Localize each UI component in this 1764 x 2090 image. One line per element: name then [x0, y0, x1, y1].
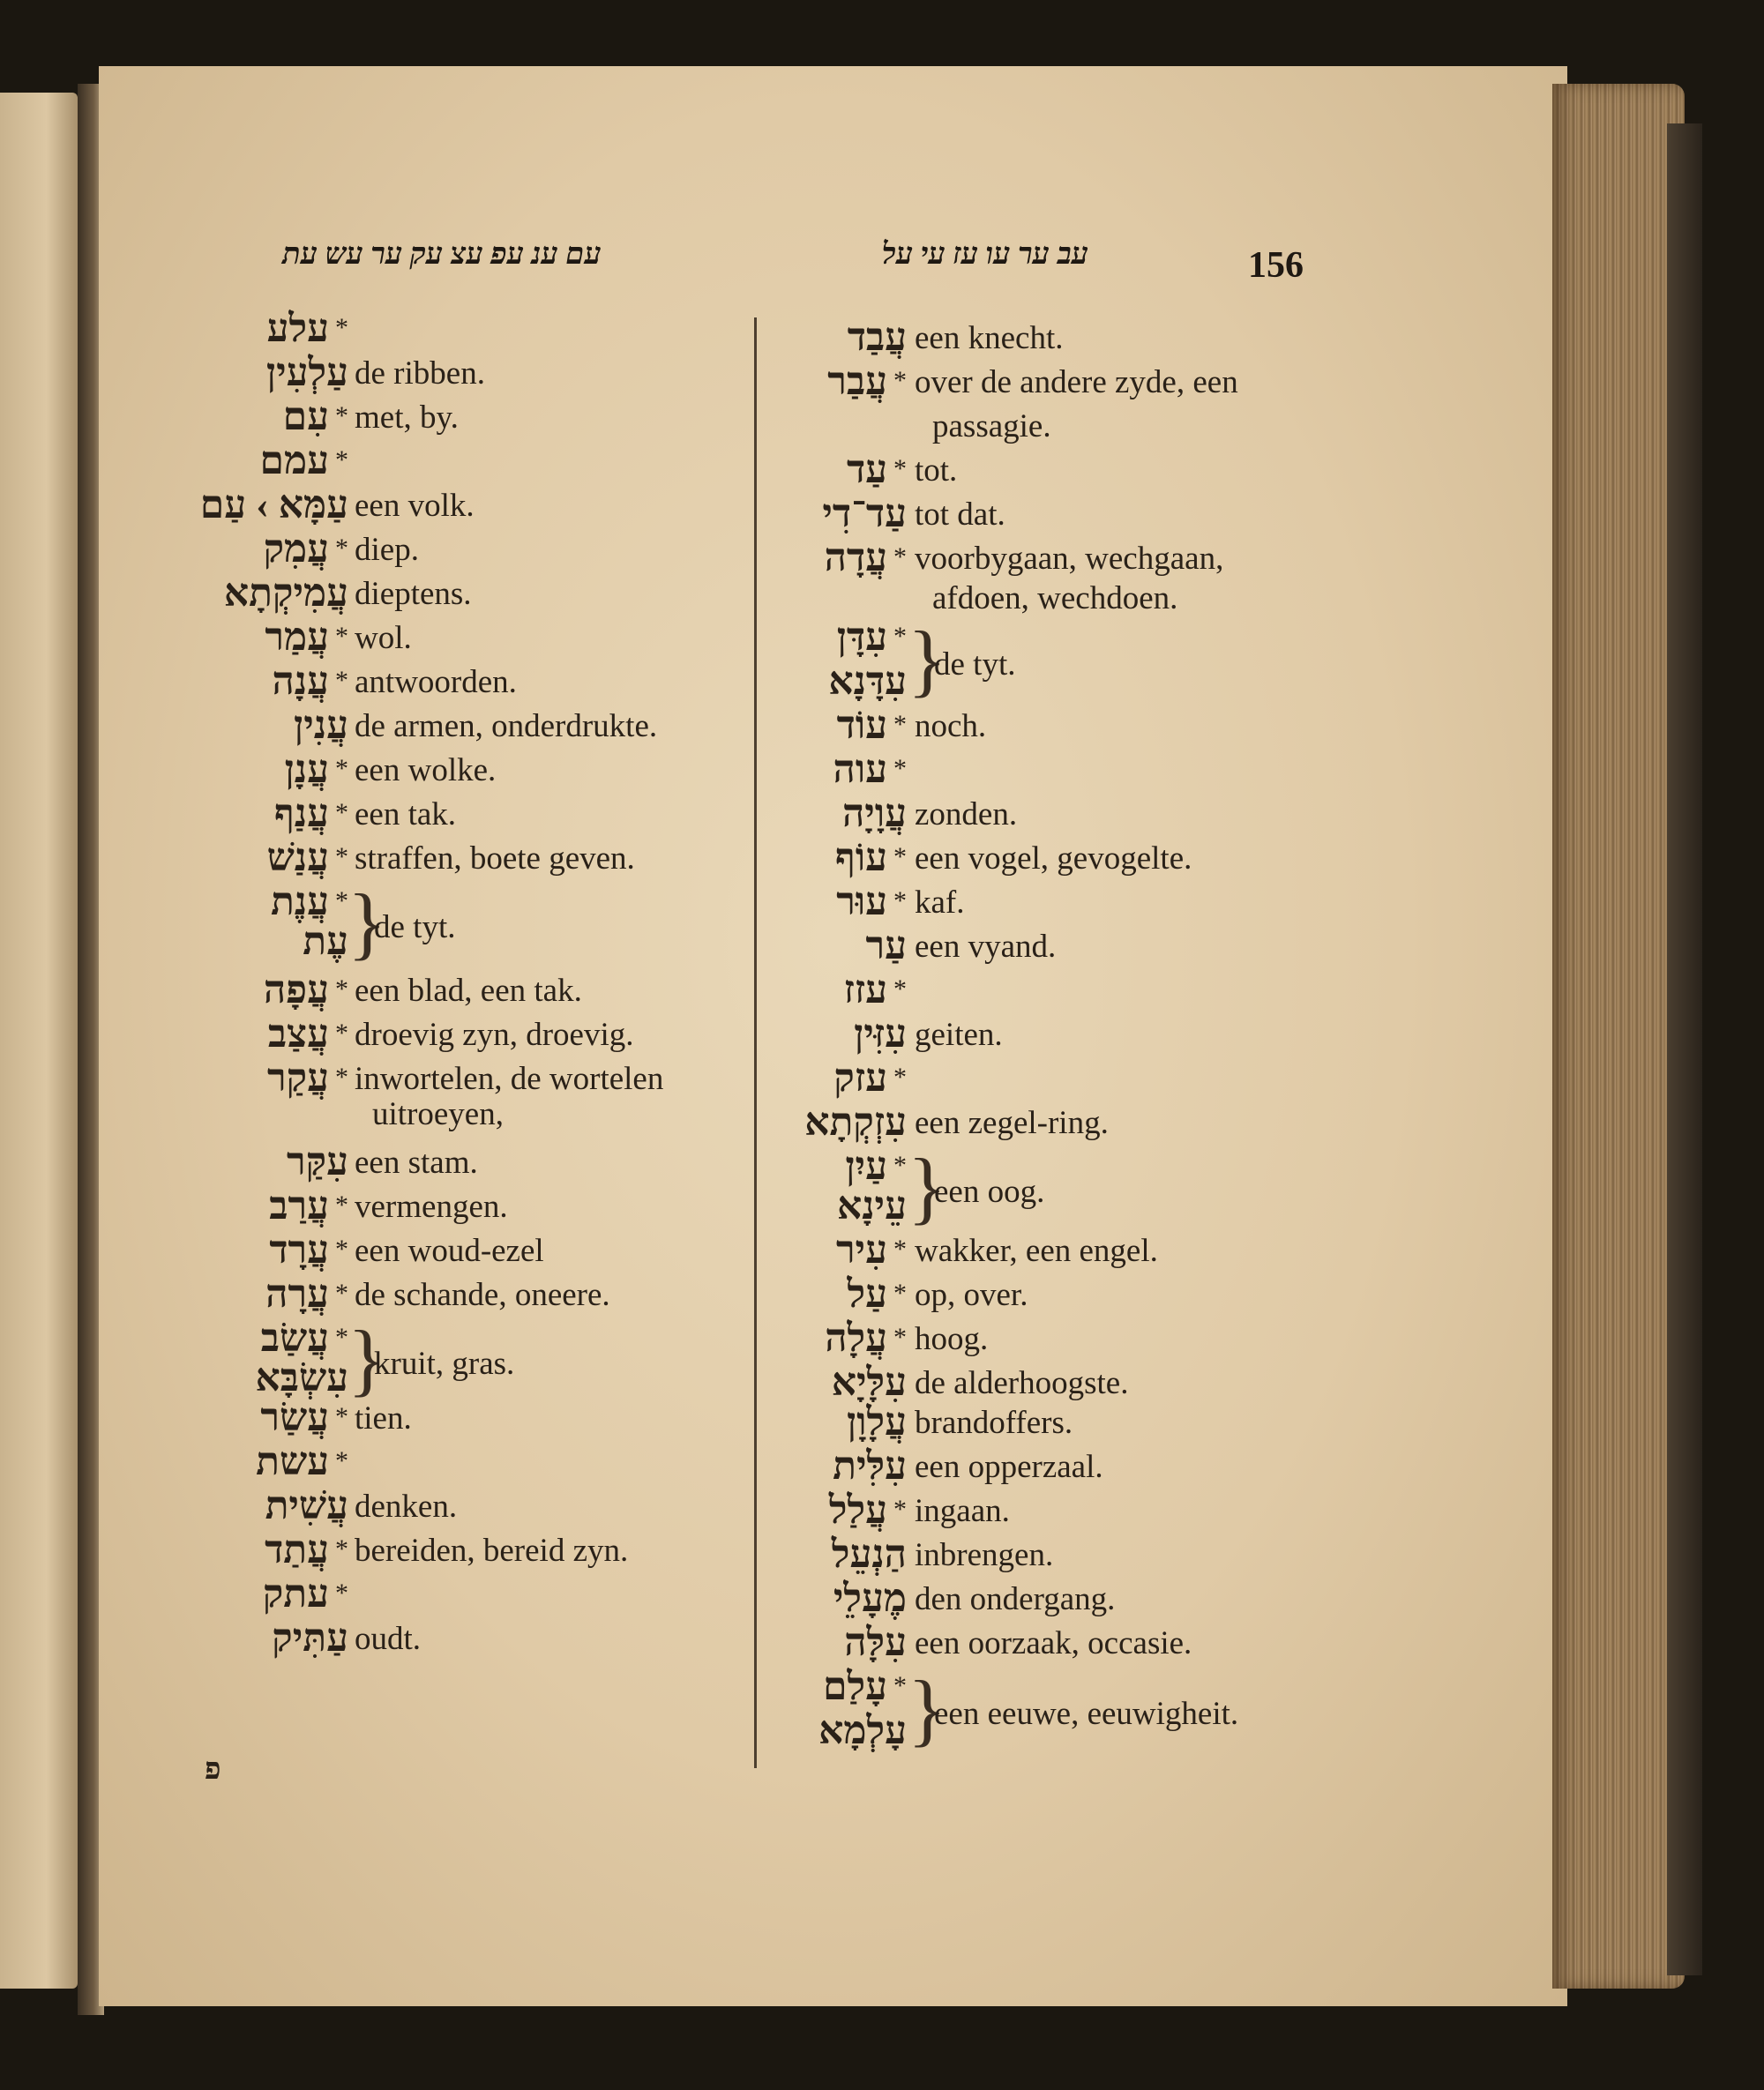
dutch-gloss: straffen, boete geven.: [355, 840, 635, 877]
hebrew-entry: עִם: [282, 395, 329, 438]
dutch-gloss: een stam.: [355, 1145, 478, 1181]
hebrew-entry: עזז: [843, 968, 887, 1011]
dutch-gloss: over de andere zyde, een: [915, 364, 1238, 400]
dutch-gloss: vermengen.: [355, 1189, 508, 1225]
dutch-gloss: tot.: [915, 452, 958, 489]
hebrew-entry: עֲמַר: [265, 616, 329, 659]
dutch-gloss: op, over.: [915, 1277, 1028, 1313]
hebrew-entry: עִלָּה: [844, 1621, 907, 1664]
dutch-gloss: een oorzaak, occasie.: [915, 1625, 1192, 1661]
dutch-gloss: de alderhoogste.: [915, 1365, 1129, 1401]
brace-gloss: de tyt.: [934, 646, 1016, 683]
entry-asterisk: *: [893, 1323, 907, 1352]
entry-asterisk: *: [335, 1579, 348, 1608]
dutch-gloss: den ondergang.: [915, 1581, 1116, 1617]
dutch-gloss: ingaan.: [915, 1493, 1010, 1529]
hebrew-entry: עָלַם: [823, 1665, 887, 1708]
hebrew-entry: עלע: [266, 307, 329, 350]
hebrew-entry: עוּר: [836, 880, 887, 923]
hebrew-entry: עֲשַׂר: [260, 1396, 329, 1439]
entry-asterisk: *: [893, 974, 907, 1004]
hebrew-entry: עֲנֶת: [270, 880, 329, 923]
entry-asterisk: *: [335, 1446, 348, 1475]
dutch-gloss: een zegel-ring.: [915, 1105, 1109, 1141]
facing-page-edge: [0, 93, 78, 1989]
dutch-gloss: een tak.: [355, 796, 457, 832]
hebrew-entry: עִיר: [835, 1228, 887, 1272]
entry-asterisk: *: [335, 534, 348, 563]
hebrew-entry: עֲלַל: [828, 1489, 887, 1532]
hebrew-entry: עֲרָד: [269, 1228, 329, 1272]
dutch-gloss: droevig zyn, droevig.: [355, 1017, 634, 1053]
entry-asterisk: *: [335, 886, 348, 915]
dutch-gloss: wol.: [355, 620, 412, 656]
entry-asterisk: *: [893, 1495, 907, 1524]
dutch-gloss: tot dat.: [915, 496, 1005, 533]
dutch-gloss: diep.: [355, 532, 419, 568]
hebrew-entry: עִדָּן: [836, 616, 887, 659]
hebrew-entry: עֲמִק: [263, 527, 329, 571]
entry-asterisk: *: [893, 1279, 907, 1308]
hebrew-entry: עַמָּא › עַם: [199, 483, 348, 526]
hebrew-entry: עֲשִׁית: [265, 1484, 348, 1527]
hebrew-entry: עָלְמָא: [818, 1709, 907, 1752]
entry-asterisk: *: [335, 798, 348, 827]
dutch-gloss: geiten.: [915, 1017, 1003, 1053]
hebrew-entry: עִזְקְתָא: [804, 1101, 907, 1144]
hebrew-entry: עַר: [865, 924, 907, 967]
dutch-gloss: inbrengen.: [915, 1537, 1054, 1573]
brace-gloss: kruit, gras.: [374, 1345, 515, 1382]
dutch-gloss: een volk.: [355, 488, 475, 524]
entry-asterisk: *: [335, 1235, 348, 1264]
page-number: 156: [1248, 245, 1304, 286]
hebrew-entry: עשת: [256, 1440, 329, 1483]
entry-asterisk: *: [335, 1402, 348, 1431]
dutch-gloss: kaf.: [915, 885, 965, 921]
dutch-gloss: een knecht.: [915, 320, 1064, 356]
dutch-gloss: antwoorden.: [355, 664, 517, 700]
brace-gloss: een eeuwe, eeuwigheit.: [934, 1696, 1239, 1732]
brace-glyph: }: [348, 1313, 387, 1404]
entry-asterisk: *: [893, 366, 907, 395]
hebrew-entry: עִדָּנָא: [828, 660, 907, 703]
entry-asterisk: *: [335, 1191, 348, 1220]
entry-asterisk: *: [335, 622, 348, 651]
entry-asterisk: *: [893, 1235, 907, 1264]
dutch-gloss: een woud-ezel: [355, 1233, 544, 1269]
hebrew-entry: עִקַּר: [286, 1140, 348, 1183]
entry-asterisk: *: [335, 754, 348, 783]
hebrew-entry: עֲקַר: [266, 1056, 329, 1100]
hebrew-entry: עֲרָה: [265, 1273, 329, 1316]
hebrew-entry: עֲשַׂב: [260, 1317, 329, 1360]
hebrew-entry: עֲנִין: [294, 704, 348, 747]
dutch-gloss: wakker, een engel.: [915, 1233, 1158, 1269]
entry-asterisk: *: [893, 710, 907, 739]
entry-asterisk: *: [893, 842, 907, 871]
book-cover-edge: [1667, 123, 1702, 1975]
brace-glyph: }: [908, 1664, 947, 1754]
signature-mark: פ: [205, 1753, 221, 1786]
hebrew-entry: עִשְׂבָּא: [255, 1356, 348, 1400]
hebrew-entry: עַד־דִי: [822, 492, 907, 535]
dutch-gloss: inwortelen, de wortelen: [355, 1061, 664, 1097]
hebrew-entry: עַד: [846, 448, 887, 491]
hebrew-entry: עוֹף: [835, 836, 887, 879]
hebrew-entry: מֶעָלֵי: [833, 1577, 907, 1620]
hebrew-entry: עַתִּיק: [272, 1616, 348, 1660]
brace-glyph: }: [908, 615, 947, 705]
hebrew-entry: עִלִּית: [833, 1444, 907, 1488]
dutch-gloss: afdoen, wechdoen.: [932, 580, 1178, 616]
brace-glyph: }: [348, 877, 387, 967]
entry-asterisk: *: [335, 401, 348, 430]
entry-asterisk: *: [893, 886, 907, 915]
hebrew-entry: עֵינָא: [837, 1184, 907, 1228]
dutch-gloss: oudt.: [355, 1621, 422, 1657]
entry-asterisk: *: [893, 754, 907, 783]
hebrew-entry: עֲפָה: [263, 968, 329, 1011]
entry-asterisk: *: [893, 1151, 907, 1180]
entry-asterisk: *: [335, 445, 348, 474]
hebrew-entry: עֲמִיקְתָא: [223, 571, 348, 615]
entry-asterisk: *: [335, 313, 348, 342]
entry-asterisk: *: [335, 1534, 348, 1564]
hebrew-entry: עֲנָן: [284, 748, 329, 791]
entry-asterisk: *: [335, 1279, 348, 1308]
hebrew-entry: עֲדָה: [824, 536, 887, 579]
dutch-gloss: denken.: [355, 1489, 458, 1525]
entry-asterisk: *: [335, 842, 348, 871]
entry-asterisk: *: [335, 1323, 348, 1352]
brace-glyph: }: [908, 1141, 947, 1232]
dutch-gloss: tien.: [355, 1400, 412, 1437]
dutch-gloss: een wolke.: [355, 752, 497, 788]
dutch-gloss: een vogel, gevogelte.: [915, 840, 1192, 877]
page-block-edge: [1552, 84, 1685, 1989]
dutch-gloss: zonden.: [915, 796, 1018, 832]
hebrew-entry: עוֹד: [836, 704, 887, 747]
dutch-gloss: de schande, oneere.: [355, 1277, 610, 1313]
hebrew-entry: עַלְעִין: [265, 351, 348, 394]
dutch-gloss: een vyand.: [915, 929, 1057, 965]
entry-asterisk: *: [893, 1671, 907, 1700]
hebrew-entry: עתק: [262, 1572, 329, 1616]
entry-asterisk: *: [335, 666, 348, 695]
hebrew-entry: עמם: [259, 439, 329, 482]
dutch-gloss: uitroeyen,: [372, 1096, 504, 1132]
running-head-left: עם ענ עפ עצ עק ער עש עת: [282, 238, 602, 271]
hebrew-entry: עֲנַשׁ: [266, 836, 329, 879]
dutch-gloss: bereiden, bereid zyn.: [355, 1533, 629, 1569]
dutch-gloss: de armen, onderdrukte.: [355, 708, 658, 744]
hebrew-entry: עֲלָה: [825, 1317, 887, 1360]
hebrew-entry: עוה: [833, 748, 887, 791]
hebrew-entry: עזק: [833, 1056, 887, 1100]
hebrew-entry: עֲנַף: [273, 792, 329, 835]
dutch-gloss: de ribben.: [355, 355, 485, 392]
dutch-gloss: een opperzaal.: [915, 1449, 1103, 1485]
hebrew-entry: עֲצַב: [267, 1012, 329, 1056]
entry-asterisk: *: [335, 1063, 348, 1092]
hebrew-entry: עֲוָיָה: [841, 792, 907, 835]
hebrew-entry: עֲתַד: [265, 1528, 329, 1571]
hebrew-entry: עֶת: [303, 920, 348, 963]
hebrew-entry: עֲרַב: [269, 1184, 329, 1228]
column-divider: [754, 317, 757, 1768]
entry-asterisk: *: [893, 1063, 907, 1092]
dutch-gloss: voorbygaan, wechgaan,: [915, 541, 1224, 577]
entry-asterisk: *: [893, 542, 907, 571]
brace-gloss: een oog.: [934, 1173, 1045, 1210]
dutch-gloss: een blad, een tak.: [355, 973, 582, 1009]
dutch-gloss: brandoffers.: [915, 1405, 1073, 1441]
hebrew-entry: עֲבַר: [827, 360, 887, 403]
entry-asterisk: *: [893, 622, 907, 651]
dutch-gloss: noch.: [915, 708, 987, 744]
entry-asterisk: *: [335, 1019, 348, 1048]
dutch-gloss: passagie.: [932, 408, 1051, 444]
hebrew-entry: הַנְעֵל: [831, 1533, 907, 1576]
entry-asterisk: *: [335, 974, 348, 1004]
hebrew-entry: עֲבַד: [847, 316, 907, 359]
hebrew-entry: עַל: [847, 1273, 887, 1316]
entry-asterisk: *: [893, 454, 907, 483]
hebrew-entry: עֲלָוָן: [847, 1400, 907, 1444]
dutch-gloss: hoog.: [915, 1321, 989, 1357]
hebrew-entry: עִזִּין: [854, 1012, 907, 1056]
hebrew-entry: עַיִן: [845, 1145, 887, 1188]
dutch-gloss: dieptens.: [355, 576, 472, 612]
running-head-right: עב ער עו עז עי על: [882, 238, 1089, 271]
brace-gloss: de tyt.: [374, 908, 456, 945]
hebrew-entry: עֲנָה: [272, 660, 329, 703]
dutch-gloss: met, by.: [355, 399, 459, 436]
hebrew-entry: עִלָּיָא: [831, 1361, 907, 1404]
